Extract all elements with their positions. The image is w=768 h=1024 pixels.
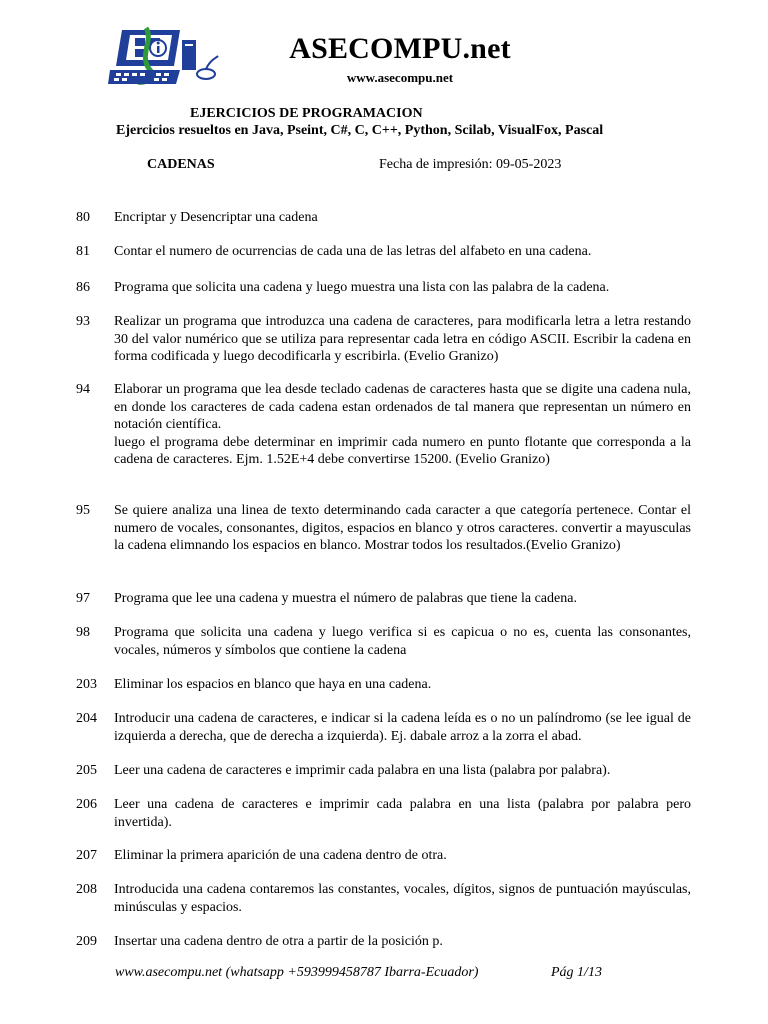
exercise-number: 204	[76, 711, 97, 726]
exercise-number: 206	[76, 797, 97, 812]
exercise-text: Realizar un programa que introduzca una cadena de caracteres, para modificarla letra a letra restando 30 del valor numérico que se utiliza para representar cada letra en código ASCII. Escribir la cadena en forma codificada y luego decodificarla y escribirla. (Evelio Granizo)	[114, 314, 691, 364]
exercise-text: Leer una cadena de caracteres e imprimir cada palabra en una lista (palabra por palabra pero invertida).	[114, 797, 691, 830]
exercise-text-part-2: luego el programa debe determinar en imprimir cada numero en punto flotante que corresponda a la cadena de caracteres. Ejm. 1.52E+4 debe convertirse 15200. (Evelio Granizo)	[114, 434, 691, 467]
site-url[interactable]: www.asecompu.net	[346, 70, 454, 85]
exercise-number: 207	[76, 848, 97, 863]
exercise-text: Programa que solicita una cadena y luego muestra una lista con las palabra de la cadena.	[114, 280, 610, 295]
exercise-number: 80	[76, 210, 90, 225]
footer-contact: www.asecompu.net (whatsapp +593999458787 Ibarra-Ecuador)	[115, 965, 479, 980]
exercise-number: 81	[76, 244, 90, 259]
exercise-text: Encriptar y Desencriptar una cadena	[114, 210, 318, 225]
exercise-number: 86	[76, 280, 90, 295]
page-number: Pág 1/13	[551, 965, 602, 980]
exercise-number: 95	[76, 503, 90, 518]
exercise-text: Programa que lee una cadena y muestra el número de palabras que tiene la cadena.	[114, 591, 577, 606]
exercise-text: Leer una cadena de caracteres e imprimir cada palabra en una lista (palabra por palabra).	[114, 763, 611, 778]
exercise-number: 98	[76, 625, 90, 640]
exercise-text: Introducida una cadena contaremos las constantes, vocales, dígitos, signos de puntuación mayúsculas, minúsculas y espacios.	[114, 882, 691, 915]
exercise-text	[114, 381, 691, 469]
exercise-text: Programa que solicita una cadena y luego verifica si es capicua o no es, cuenta las consonantes, vocales, números y símbolos que contiene la cadena	[114, 625, 691, 658]
exercise-text: Se quiere analiza una linea de texto determinando cada caracter a que categoría pertenece. Contar el numero de vocales, consonantes, digitos, espacios en blanco y otros caracteres. convertir a mayusculas la cadena elimnando los espacios en blanco. Mostrar todos los resultados.(Evelio Granizo)	[114, 503, 691, 553]
document-title: EJERCICIOS DE PROGRAMACION	[190, 106, 423, 121]
exercise-text: Eliminar la primera aparición de una cadena dentro de otra.	[114, 848, 447, 863]
exercise-text: Introducir una cadena de caracteres, e indicar si la cadena leída es o no un palíndromo (se lee igual de izquierda a derecha, que de derecha a izquierda). Ej. dabale arroz a la zorra el abad.	[114, 711, 691, 744]
exercise-text: Eliminar los espacios en blanco que haya en una cadena.	[114, 677, 432, 692]
exercise-text: Contar el numero de ocurrencias de cada una de las letras del alfabeto en una cadena.	[114, 244, 592, 259]
exercise-number: 203	[76, 677, 97, 692]
exercise-number: 205	[76, 763, 97, 778]
section-heading: CADENAS	[147, 157, 215, 172]
document-subtitle: Ejercicios resueltos en Java, Pseint, C#, C, C++, Python, Scilab, VisualFox, Pascal	[116, 123, 604, 138]
exercise-number: 93	[76, 314, 90, 329]
exercise-number: 208	[76, 882, 97, 897]
exercise-number: 97	[76, 591, 90, 606]
print-date: Fecha de impresión: 09-05-2023	[379, 157, 562, 172]
exercise-number: 209	[76, 934, 97, 949]
site-title: ASECOMPU.net	[289, 32, 511, 65]
exercise-number: 94	[76, 382, 90, 397]
exercise-text-part-1: Elaborar un programa que lea desde teclado cadenas de caracteres hasta que se digite una cadena nula, en donde los caracteres de cada cadena estan ordenados de tal manera que representan un número en notación científica.	[114, 382, 691, 432]
exercise-text: Insertar una cadena dentro de otra a partir de la posición p.	[114, 934, 443, 949]
